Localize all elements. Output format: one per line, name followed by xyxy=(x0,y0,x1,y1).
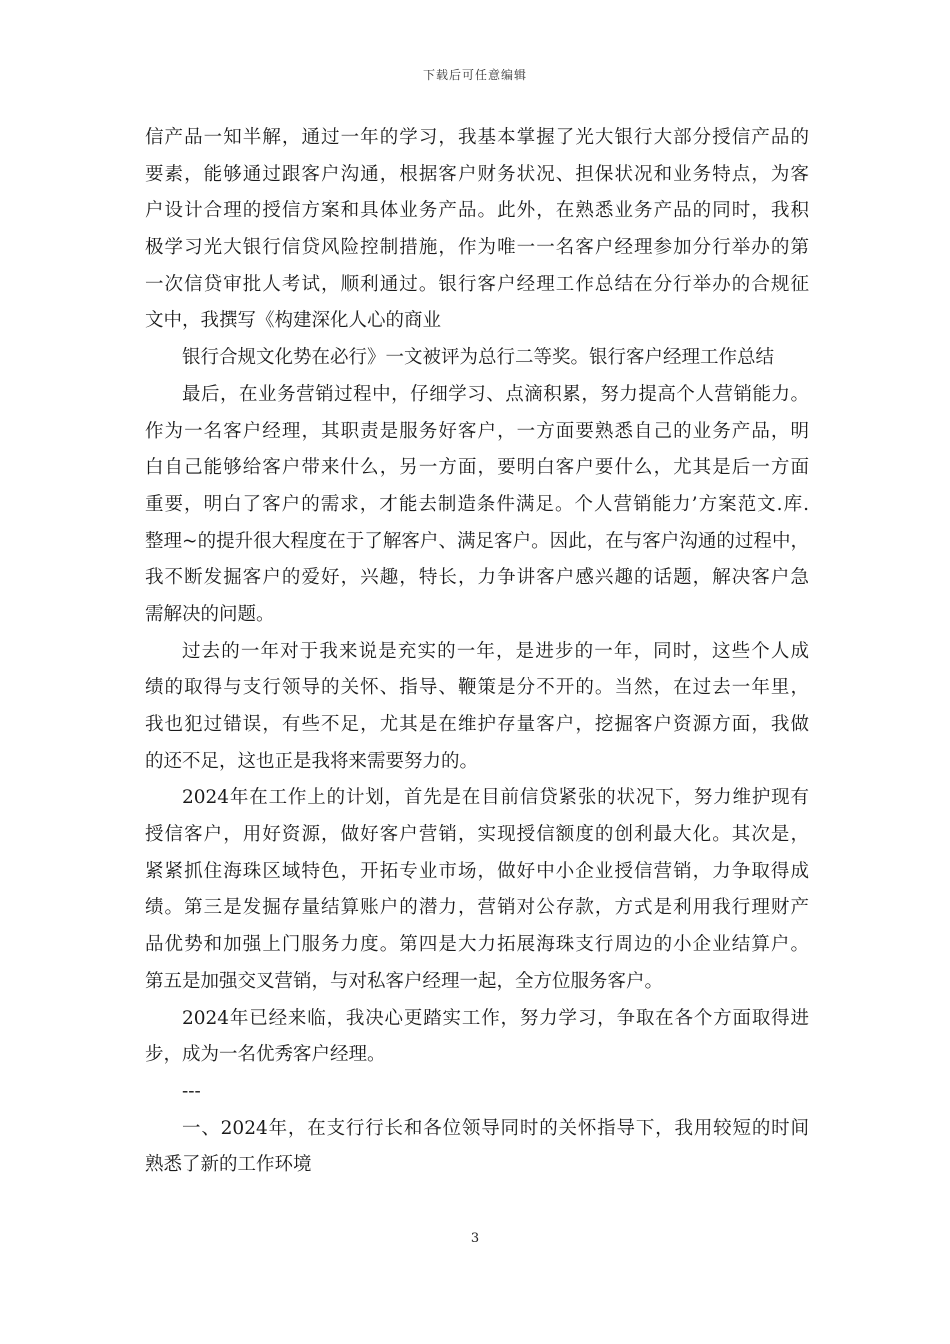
text-line: 需解决的问题。 xyxy=(145,603,275,625)
text-line: 户设计合理的授信方案和具体业务产品。此外，在熟悉业务产品的同时，我积 xyxy=(145,200,809,222)
text-line: 绩。第三是发掘存量结算账户的潜力，营销对公存款，方式是利用我行理财产 xyxy=(145,897,809,919)
text-line: 第五是加强交叉营销，与对私客户经理一起，全方位服务客户。 xyxy=(145,970,664,992)
text-line: 作为一名客户经理，其职责是服务好客户，一方面要熟悉自己的业务产品，明 xyxy=(145,420,809,442)
text-line: 一、2024年，在支行行长和各位领导同时的关怀指导下，我用较短的时间 xyxy=(182,1117,809,1139)
text-line: 绩的取得与支行领导的关怀、指导、鞭策是分不开的。当然，在过去一年里， xyxy=(145,677,809,699)
text-line: 文中，我撰写《构建深化人心的商业 xyxy=(145,310,442,332)
text-line: 白自己能够给客户带来什么，另一方面，要明白客户要什么，尤其是后一方面 xyxy=(145,457,809,479)
text-line: 最后，在业务营销过程中，仔细学习、点滴积累，努力提高个人营销能力。 xyxy=(182,383,809,405)
text-line: 过去的一年对于我来说是充实的一年，是进步的一年，同时，这些个人成 xyxy=(182,640,809,662)
text-line: 重要，明白了客户的需求，才能去制造条件满足。个人营销能力’方案范文.库. xyxy=(145,493,809,515)
text-line: 2024年已经来临，我决心更踏实工作，努力学习，争取在各个方面取得进 xyxy=(182,1007,809,1029)
text-line: 步，成为一名优秀客户经理。 xyxy=(145,1044,386,1066)
page-number: 3 xyxy=(470,1231,480,1246)
text-line: 我也犯过错误，有些不足，尤其是在维护存量客户，挖掘客户资源方面，我做 xyxy=(145,714,809,735)
text-line: 品优势和加强上门服务力度。第四是大力拓展海珠支行周边的小企业结算户。 xyxy=(145,934,809,956)
text-line: 紧紧抓住海珠区域特色，开拓专业市场，做好中小企业授信营销，力争取得成 xyxy=(145,860,809,882)
text-line: 要素，能够通过跟客户沟通，根据客户财务状况、担保状况和业务特点，为客 xyxy=(145,163,809,185)
page-header: 下载后可任意编辑 xyxy=(422,68,527,82)
text-line: --- xyxy=(182,1080,201,1102)
text-line: 的还不足，这也正是我将来需要努力的。 xyxy=(145,750,479,772)
text-line: 我不断发掘客户的爱好，兴趣，特长，力争讲客户感兴趣的话题，解决客户急 xyxy=(145,567,809,589)
text-line: 信产品一知半解，通过一年的学习，我基本掌握了光大银行大部分授信产品的 xyxy=(145,127,809,148)
text-line: 银行合规文化势在必行》一文被评为总行二等奖。银行客户经理工作总结 xyxy=(182,347,775,369)
text-line: 极学习光大银行信贷风险控制措施，作为唯一一名客户经理参加分行举办的第 xyxy=(145,237,809,259)
text-line: 熟悉了新的工作环境 xyxy=(145,1154,312,1176)
text-line: 一次信贷审批人考试，顺利通过。银行客户经理工作总结在分行举办的合规征 xyxy=(145,273,809,295)
document-body xyxy=(145,120,809,1184)
text-line: 整理~的提升很大程度在于了解客户、满足客户。因此，在与客户沟通的过程中， xyxy=(145,530,809,552)
text-line: 授信客户，用好资源，做好客户营销，实现授信额度的创利最大化。其次是， xyxy=(145,824,809,846)
text-line: 2024年在工作上的计划，首先是在目前信贷紧张的状况下，努力维护现有 xyxy=(182,787,809,809)
